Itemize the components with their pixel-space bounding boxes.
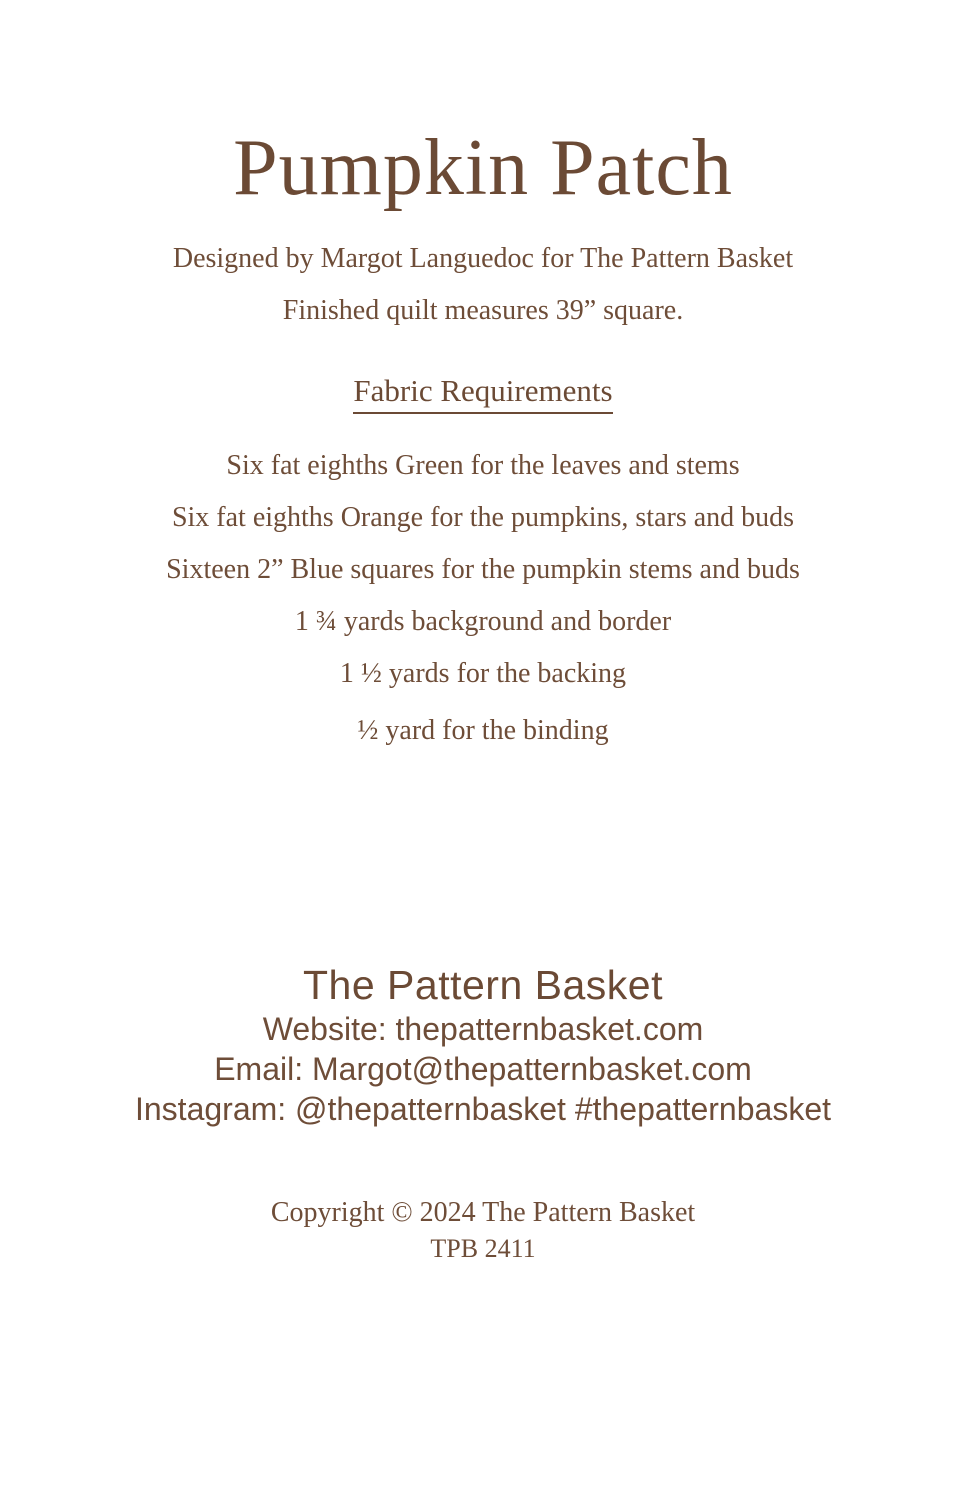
list-item: Six fat eighths Orange for the pumpkins, stars and buds [171, 502, 795, 533]
designer-credit: Designed by Margot Languedoc for The Pattern Basket [172, 243, 794, 274]
website-line: Website: thepatternbasket.com [262, 1011, 704, 1047]
company-name: The Pattern Basket [303, 962, 663, 1008]
finished-size: Finished quilt measures 39” square. [282, 295, 684, 326]
list-item: ½ yard for the binding [357, 715, 609, 746]
pattern-code: TPB 2411 [430, 1234, 536, 1263]
email-line: Email: Margot@thepatternbasket.com [214, 1051, 752, 1087]
page-title: Pumpkin Patch [233, 124, 733, 212]
list-item: Sixteen 2” Blue squares for the pumpkin stems and buds [166, 554, 800, 585]
instagram-line: Instagram: @thepatternbasket #thepatternbasket [134, 1091, 831, 1127]
fabric-requirements-heading [0, 375, 966, 406]
list-item: Six fat eighths Green for the leaves and stems [226, 450, 740, 481]
list-item: 1 ½ yards for the backing [339, 658, 627, 689]
fabric-requirements-heading-text: Fabric Requirements [353, 373, 612, 414]
list-item: 1 ¾ yards background and border [294, 606, 672, 637]
copyright-notice: Copyright © 2024 The Pattern Basket [270, 1197, 696, 1228]
